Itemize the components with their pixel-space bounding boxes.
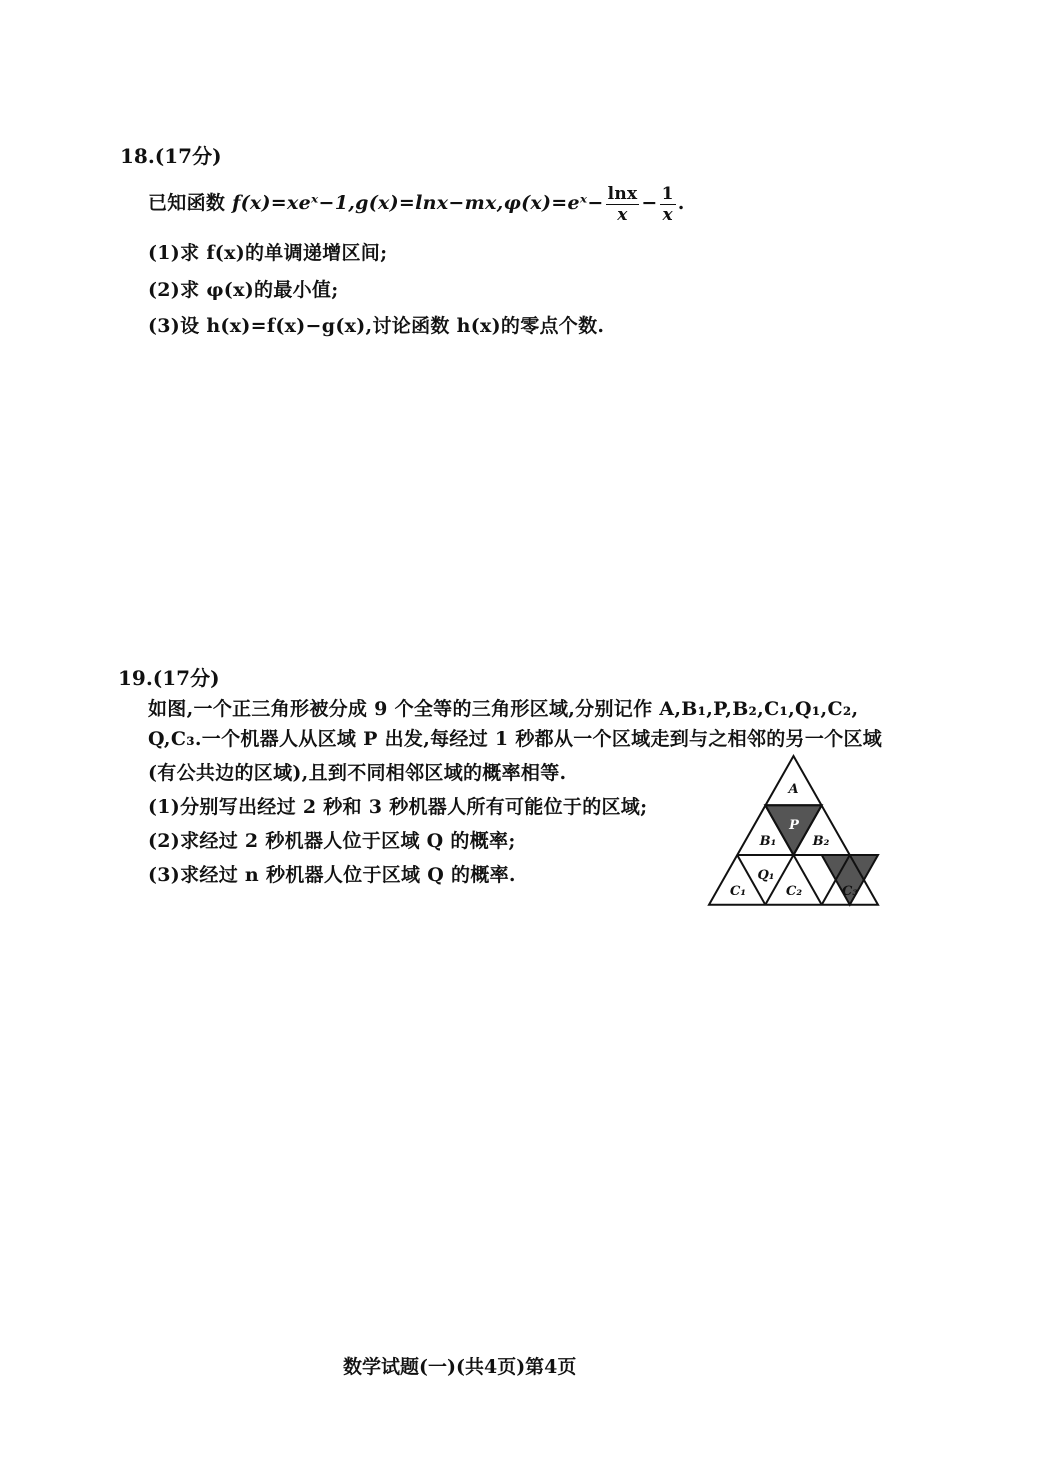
label-a: A xyxy=(788,782,799,797)
q19-stem-line-1: 如图,一个正三角形被分成 9 个全等的三角形区域,分别记作 A,B₁,P,B₂,C₁,Q₁,C₂, xyxy=(148,698,859,720)
fraction-numerator: 1 xyxy=(661,183,674,204)
q18-g-definition: g(x)=lnx−mx, xyxy=(355,192,504,214)
q18-part-3: (3)设 h(x)=f(x)−g(x),讨论函数 h(x)的零点个数. xyxy=(148,315,605,337)
fraction-numerator: lnx xyxy=(607,183,638,204)
q18-part-2: (2)求 φ(x)的最小值; xyxy=(148,279,339,301)
q19-stem-line-3: (有公共边的区域),且到不同相邻区域的概率相等. xyxy=(148,762,567,784)
triangle-region-diagram xyxy=(702,752,884,916)
q19-stem-line-2: Q,C₃.一个机器人从区域 P 出发,每经过 1 秒都从一个区域走到与之相邻的另一个区域 xyxy=(148,728,883,750)
q18-phi-definition: φ(x)=eˣ− xyxy=(503,192,604,214)
page-footer: 数学试题(一)(共4页)第4页 xyxy=(343,1356,577,1378)
minus-sign: − xyxy=(641,192,658,214)
label-q1: Q₁ xyxy=(757,868,775,883)
q19-header: 19.(17分) xyxy=(118,666,220,690)
q18-stem xyxy=(148,180,685,226)
fraction-denominator: x xyxy=(617,204,628,225)
label-b1: B₁ xyxy=(759,834,777,849)
q19-part-3: (3)求经过 n 秒机器人位于区域 Q 的概率. xyxy=(148,864,516,886)
q18-stem-prefix: 已知函数 xyxy=(148,192,226,214)
q18-fraction-lnx-over-x xyxy=(606,184,640,225)
label-b2: B₂ xyxy=(812,834,830,849)
label-q: Q xyxy=(816,868,828,883)
label-c3: C₃ xyxy=(841,884,859,899)
q18-f-definition: f(x)=xeˣ−1, xyxy=(232,192,356,214)
fraction-denominator: x xyxy=(662,204,673,225)
q18-header: 18.(17分) xyxy=(120,144,222,168)
q19-part-1: (1)分别写出经过 2 秒和 3 秒机器人所有可能位于的区域; xyxy=(148,796,648,818)
period: . xyxy=(677,192,685,214)
q18-fraction-1-over-x xyxy=(660,184,676,225)
label-c1: C₁ xyxy=(729,884,747,899)
q18-part-1: (1)求 f(x)的单调递增区间; xyxy=(148,242,388,264)
label-c2: C₂ xyxy=(785,884,803,899)
label-p: P xyxy=(789,818,799,833)
q19-part-2: (2)求经过 2 秒机器人位于区域 Q 的概率; xyxy=(148,830,516,852)
